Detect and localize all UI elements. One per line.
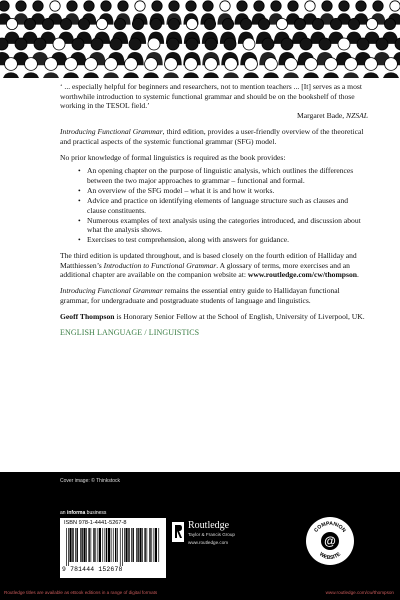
barcode (64, 528, 162, 566)
barcode-bar (122, 528, 123, 566)
crowd-illustration (0, 0, 400, 78)
barcode-bar (154, 528, 155, 562)
quote-source: NZSAL (346, 111, 368, 121)
edition-text-3: . (357, 270, 359, 280)
barcode-bar (133, 528, 134, 562)
barcode-bar (147, 528, 148, 562)
remains-title: Introducing Functional Grammar (60, 286, 163, 296)
barcode-bar (124, 528, 125, 562)
intro-rest: , third edition, provides a user-friendly overview of the theoretical and practical aspects of the systemic functional grammar (SFG) model. (60, 127, 364, 146)
subject-category: ENGLISH LANGUAGE / LINGUISTICS (60, 327, 200, 337)
quote-author: Margaret Bade, (297, 111, 345, 121)
barcode-bar (131, 528, 132, 562)
review-quote (60, 82, 368, 111)
badge-bottom-text: WEBSITE (318, 551, 343, 562)
edition-paragraph (60, 251, 368, 280)
barcode-bar (126, 528, 128, 562)
intro-title: Introducing Functional Grammar (60, 127, 163, 137)
list-item: • Numerous examples of text analysis using the categories introduced, and discussion about what the analysis shows. (78, 216, 368, 235)
remains-rest: remains the essential entry guide to Hallidayan functional grammar, for undergraduate and postgraduate students of language and linguistics. (60, 286, 340, 305)
informa-prefix: an (60, 510, 67, 516)
barcode-bar (149, 528, 150, 562)
informa-line (60, 510, 106, 516)
barcode-bar (81, 528, 82, 562)
barcode-bar (158, 528, 159, 562)
edition-text-1: The third edition is updated throughout, and is based closely on the fourth edition of Halliday and Matthiessen’s (60, 250, 357, 270)
barcode-bar (66, 528, 67, 566)
companion-url[interactable]: www.routledge.com/cw/thompson (247, 270, 357, 280)
list-item: • An opening chapter on the purpose of linguistic analysis, which outlines the differences between the two major approaches to grammar – functional and formal. (78, 166, 368, 185)
author-rest: is Honorary Senior Fellow at the School of English, University of Liverpool, UK. (114, 311, 365, 321)
intro-paragraph (60, 127, 368, 146)
barcode-bar (91, 528, 92, 562)
back-cover-text (60, 82, 368, 344)
informa-suffix: business (85, 510, 107, 516)
barcode-bar (136, 528, 137, 562)
features-list (78, 166, 368, 245)
publisher-name: Routledge (188, 520, 230, 531)
quote-text: ‘ ... especially helpful for beginners and researchers, not to mention teachers ... [It] serves as a most worthwhile introduction to systemic functional grammar and should be on the bookshelf of those working in the TESOL field.’ (60, 82, 362, 111)
quote-attribution (60, 111, 368, 121)
barcode-bar (108, 528, 110, 562)
barcode-bar (120, 528, 121, 566)
barcode-bar (128, 528, 129, 562)
barcode-bar (117, 528, 118, 562)
barcode-bar (155, 528, 157, 562)
publisher-url[interactable]: www.routledge.com (188, 540, 229, 545)
routledge-logo-icon (172, 522, 184, 542)
barcode-bar (68, 528, 69, 566)
barcode-bar (95, 528, 96, 562)
back-cover-footer (0, 472, 400, 600)
barcode-bar (72, 528, 73, 562)
list-item: • Advice and practice on identifying elements of language structure such as clauses and clause constituents. (78, 196, 368, 215)
barcode-digits: 9 781444 152678 (62, 566, 123, 573)
barcode-bar (77, 528, 78, 562)
barcode-bar (99, 528, 101, 562)
barcode-bar (113, 528, 114, 562)
barcode-bar (84, 528, 86, 562)
barcode-bar (86, 528, 87, 562)
cover-credit: Cover image: © Thinkstock (60, 478, 121, 484)
remains-paragraph (60, 286, 368, 305)
barcode-bar (111, 528, 112, 562)
barcode-bar (102, 528, 103, 562)
barcode-bar (80, 528, 81, 562)
barcode-bar (75, 528, 76, 562)
barcode-bar (142, 528, 143, 562)
barcode-bar (70, 528, 72, 562)
barcode-bar (140, 528, 142, 562)
informa-brand: informa (66, 510, 86, 516)
lead-paragraph: No prior knowledge of formal linguistics is required as the book provides: (60, 153, 286, 163)
svg-text:@: @ (324, 534, 336, 548)
barcode-bar (88, 528, 89, 562)
barcode-bar (151, 528, 152, 562)
isbn-label: ISBN 978-1-4441-5267-8 (64, 520, 127, 526)
barcode-bar (105, 528, 106, 562)
list-item: • An overview of the SFG model – what it is and how it works. (78, 186, 368, 196)
badge-top-text: COMPANION (313, 520, 347, 534)
footer-url[interactable]: www.routledge.com/cw/thompson (325, 590, 394, 595)
companion-website-badge (306, 517, 354, 565)
barcode-bar (106, 528, 107, 562)
author-name: Geoff Thompson (60, 311, 115, 321)
ebook-notice: Routledge titles are available as eBook editions in a range of digital formats (4, 590, 158, 595)
edition-text-2: . A glossary of terms, more exercises and an additional chapter are available on the companion website at: (60, 260, 350, 280)
barcode-bar (98, 528, 99, 562)
publisher-group: Taylor & Francis Group (188, 532, 235, 537)
barcode-bar (93, 528, 94, 562)
barcode-bar (137, 528, 138, 562)
list-item: • Exercises to test comprehension, along with answers for guidance. (78, 235, 368, 245)
barcode-bar (115, 528, 116, 562)
barcode-bar (144, 528, 145, 562)
barcode-box (60, 518, 166, 578)
edition-book: Introduction to Functional Grammar (103, 260, 217, 270)
author-paragraph (60, 312, 368, 322)
